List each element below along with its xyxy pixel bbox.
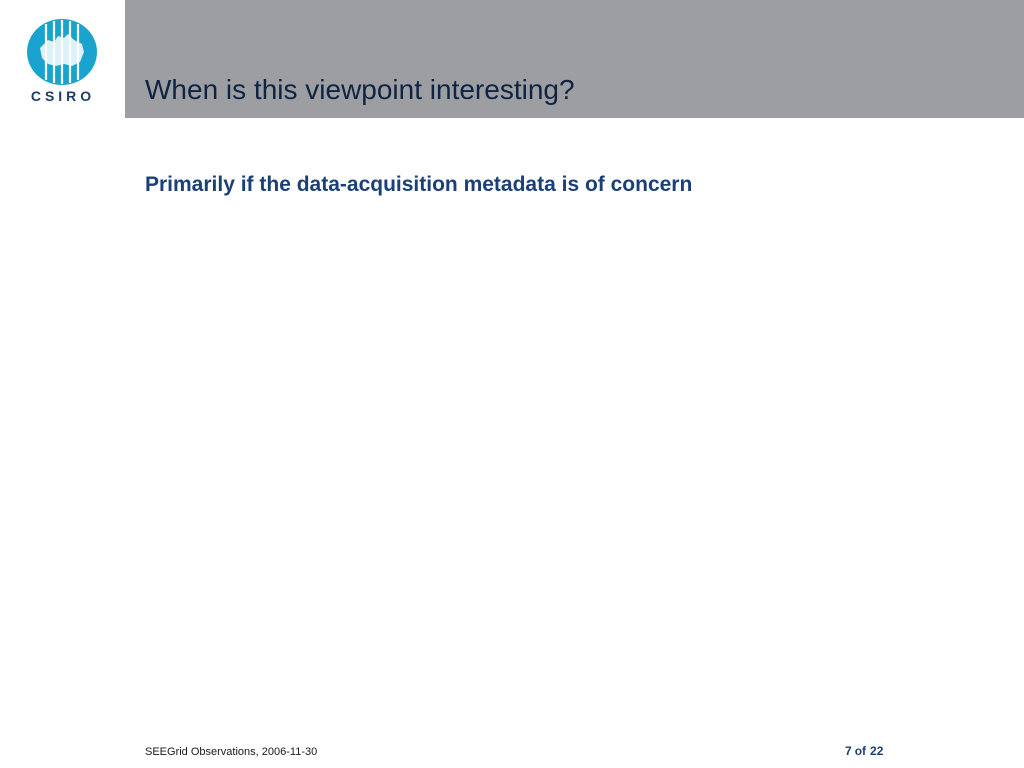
csiro-logo-icon xyxy=(24,18,100,86)
header-bar xyxy=(125,0,1024,118)
footer-left-text: SEEGrid Observations, 2006-11-30 xyxy=(145,746,318,758)
page-current: 7 xyxy=(845,744,852,758)
page-of-label: of xyxy=(854,744,867,758)
slide-title: When is this viewpoint interesting? xyxy=(145,74,575,105)
page-total: 22 xyxy=(870,744,884,758)
page-number xyxy=(845,744,883,758)
logo-wordmark: CSIRO xyxy=(30,88,96,104)
logo-area xyxy=(0,0,125,118)
slide-subtitle: Primarily if the data-acquisition metadata is of concern xyxy=(145,173,693,196)
